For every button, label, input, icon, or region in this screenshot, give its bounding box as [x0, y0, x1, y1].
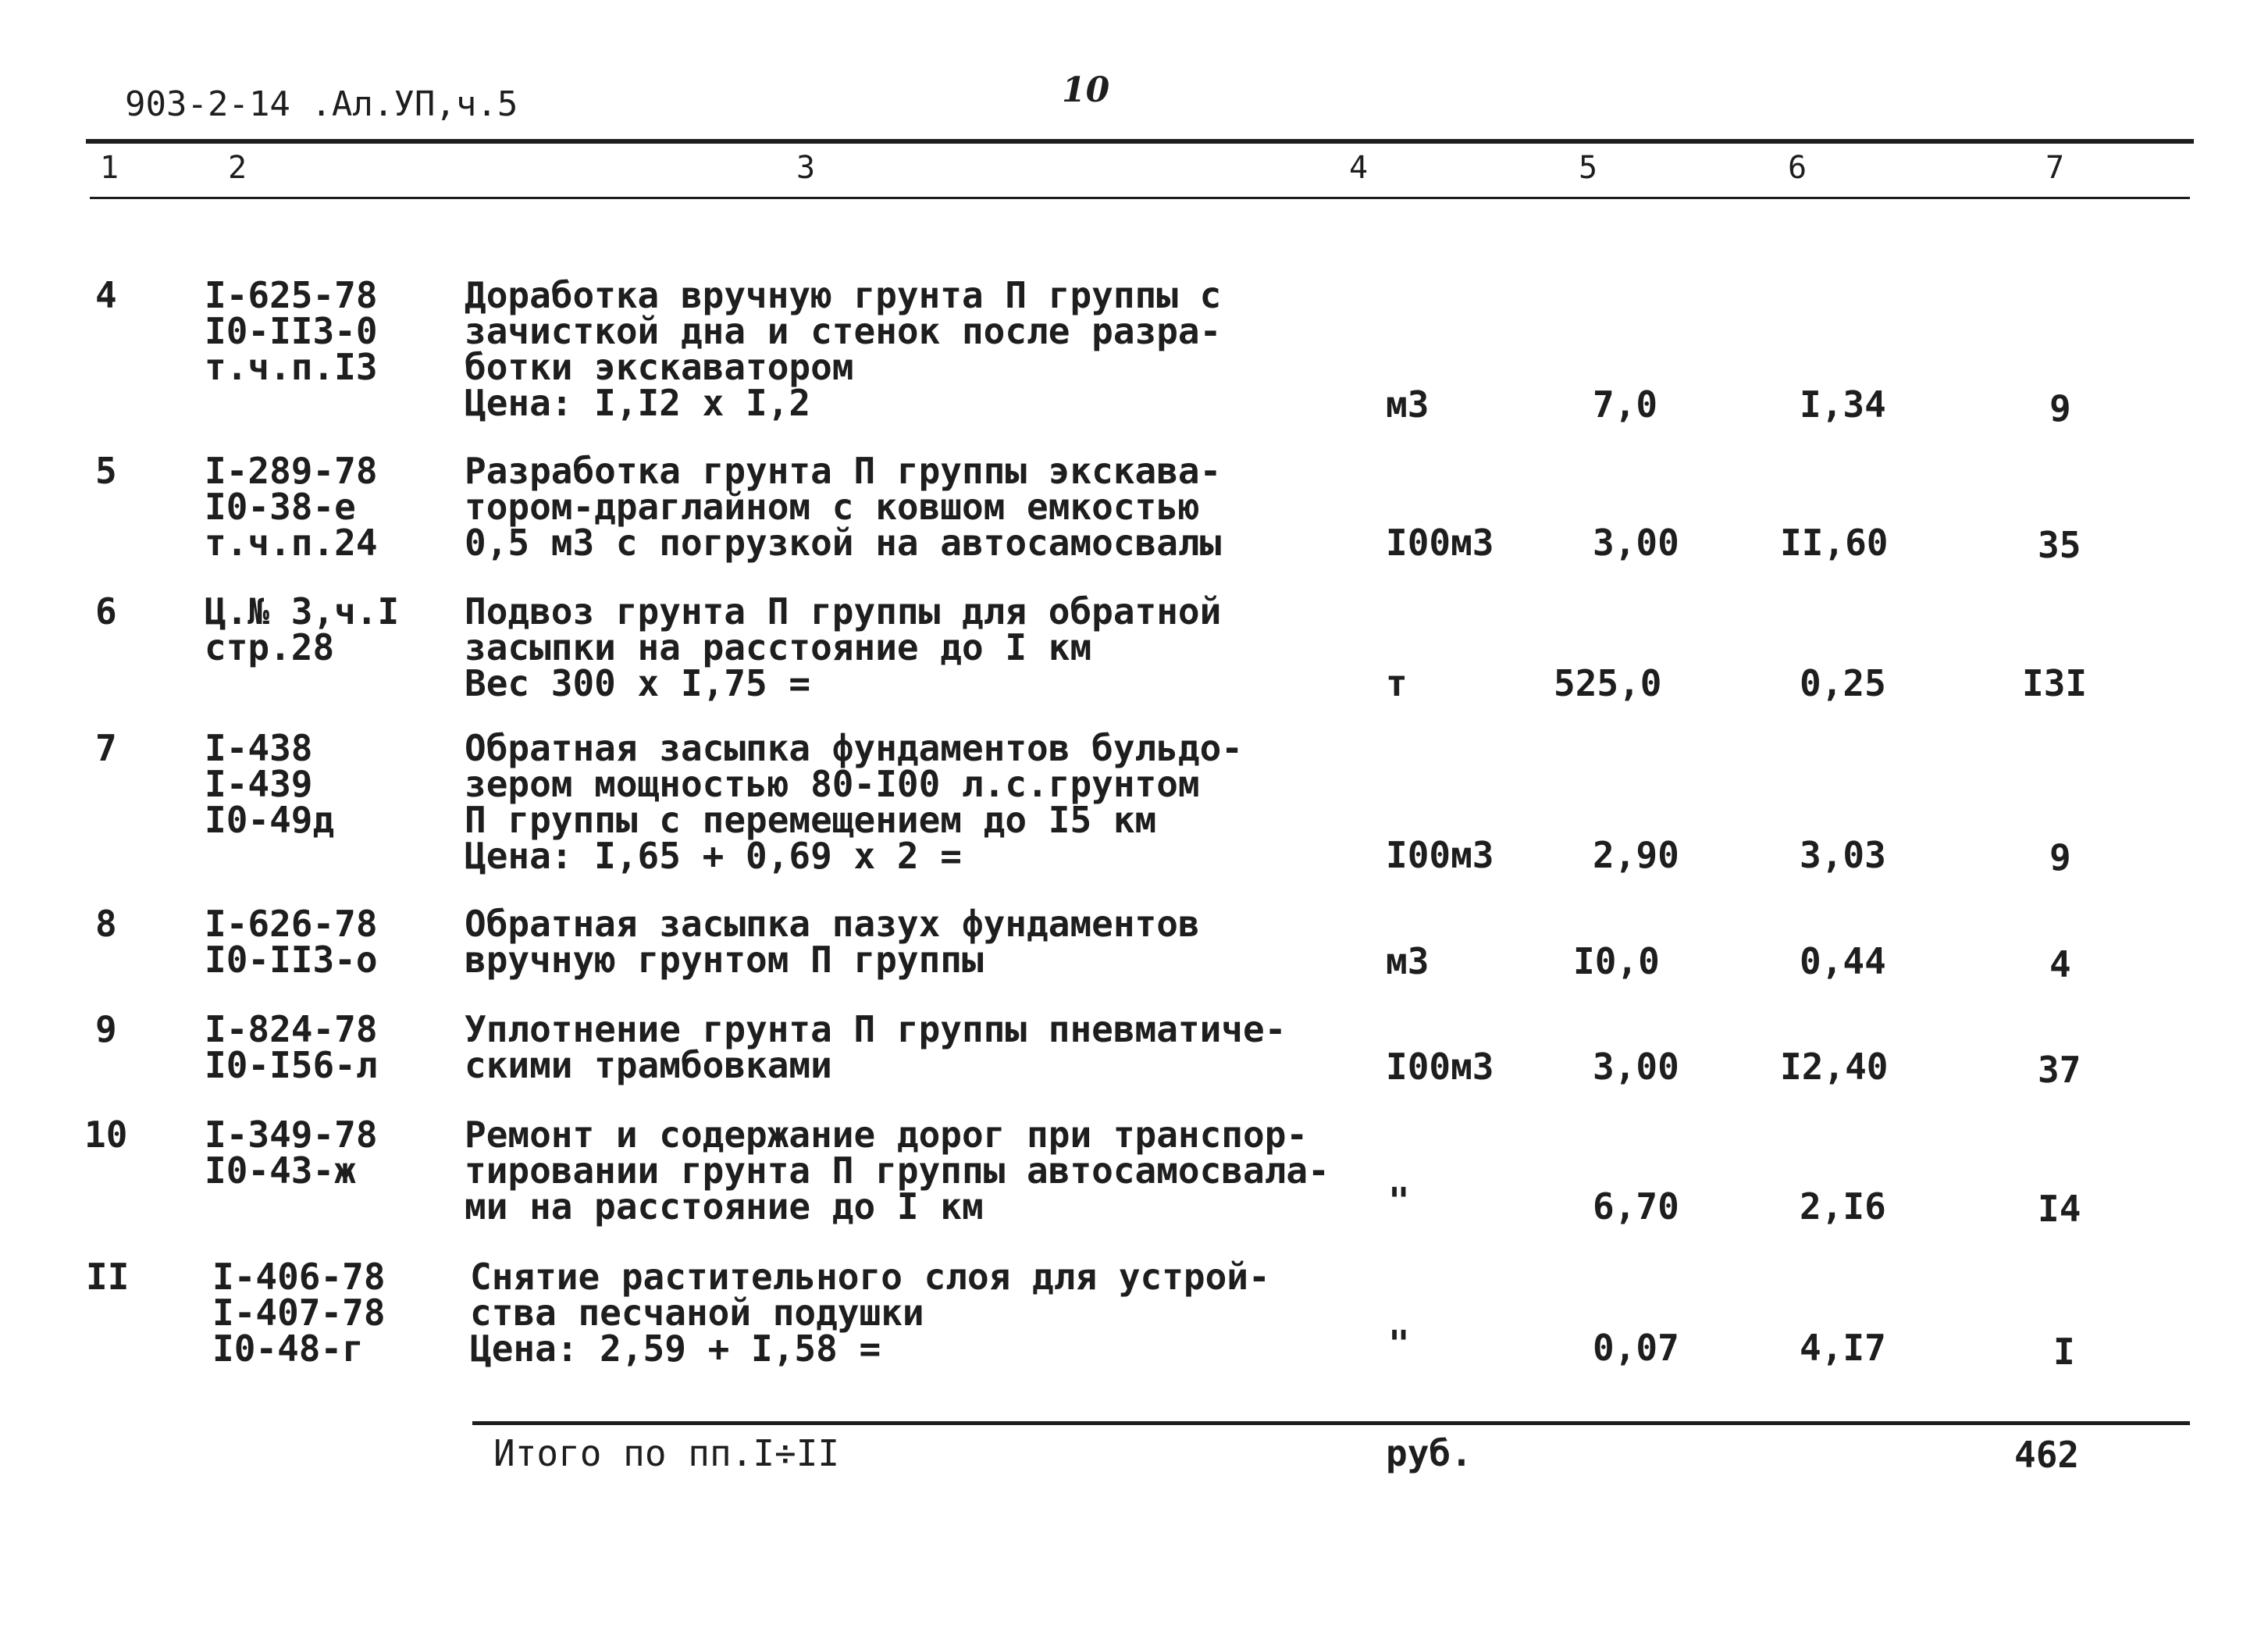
work-description: [470, 1256, 1270, 1370]
unit-price: 3,03: [1800, 834, 1886, 876]
row-number: 5: [95, 450, 117, 492]
norm-code-line: I-439: [205, 763, 313, 805]
norm-code-line: I-626-78: [205, 903, 378, 945]
description-line: Доработка вручную грунта П группы с: [465, 274, 1222, 316]
description-line: Ремонт и содержание дорог при транспор-: [465, 1114, 1308, 1156]
unit: I00м3: [1386, 1046, 1494, 1088]
unit: т: [1386, 662, 1408, 704]
row-number: 8: [95, 903, 117, 945]
unit: ": [1388, 1180, 1410, 1222]
norm-code: [205, 274, 378, 388]
unit-price: 2,I6: [1800, 1185, 1886, 1228]
work-description: [465, 590, 1222, 704]
norm-code-line: I0-43-ж: [205, 1149, 356, 1192]
unit-price: 4,I7: [1800, 1327, 1886, 1369]
description-line: зачисткой дна и стенок после разра-: [465, 310, 1222, 352]
description-line: засыпки на расстояние до I км: [465, 626, 1092, 668]
norm-code-line: I-349-78: [205, 1114, 378, 1156]
row-number: 6: [95, 590, 117, 633]
total-cost: 9: [2049, 836, 2071, 878]
norm-code: [205, 727, 335, 841]
norm-code-line: I-438: [205, 727, 313, 769]
total-cost: 9: [2049, 387, 2071, 429]
column-header-4: 4: [1349, 150, 1369, 186]
total-cost: 4: [2049, 943, 2071, 985]
norm-code-line: I-406-78: [212, 1256, 386, 1298]
unit: м3: [1386, 383, 1430, 426]
description-line: Вес 300 х I,75 =: [465, 662, 811, 704]
description-line: зером мощностью 80-I00 л.с.грунтом: [465, 763, 1200, 805]
row-number: II: [86, 1256, 130, 1298]
description-line: Снятие растительного слоя для устрой-: [470, 1256, 1270, 1298]
description-line: Обратная засыпка пазух фундаментов: [465, 903, 1200, 945]
unit: I00м3: [1386, 834, 1494, 876]
row-number: 10: [84, 1114, 128, 1156]
norm-code-line: I0-II3-0: [205, 310, 378, 352]
row-number: 9: [95, 1008, 117, 1050]
column-header-2: 2: [228, 150, 247, 186]
quantity: I0,0: [1573, 940, 1660, 982]
column-header-7: 7: [2045, 150, 2065, 186]
norm-code-line: т.ч.п.I3: [205, 346, 378, 388]
description-line: Обратная засыпка фундаментов бульдо-: [465, 727, 1243, 769]
description-line: 0,5 м3 с погрузкой на автосамосвалы: [465, 522, 1222, 564]
unit-price: I2,40: [1780, 1046, 1889, 1088]
unit: ": [1388, 1323, 1410, 1365]
description-line: ства песчаной подушки: [470, 1292, 924, 1334]
norm-code-line: I0-38-е: [205, 486, 356, 528]
column-header-1: 1: [100, 150, 119, 186]
description-line: П группы с перемещением до I5 км: [465, 799, 1157, 841]
column-header-5: 5: [1579, 150, 1598, 186]
description-line: скими трамбовками: [465, 1044, 832, 1086]
norm-code-line: I0-I56-л: [205, 1044, 378, 1086]
norm-code-line: I-289-78: [205, 450, 378, 492]
quantity: 3,00: [1593, 1046, 1679, 1088]
description-line: Цена: I,I2 х I,2: [465, 382, 811, 424]
work-description: [465, 1114, 1330, 1228]
total-rule: [472, 1421, 2190, 1425]
norm-code-line: I-824-78: [205, 1008, 378, 1050]
description-line: Подвоз грунта П группы для обратной: [465, 590, 1222, 633]
norm-code: [205, 450, 378, 564]
column-header-6: 6: [1788, 150, 1807, 186]
unit: м3: [1386, 940, 1430, 982]
description-line: тировании грунта П группы автосамосвала-: [465, 1149, 1330, 1192]
norm-code-line: I-625-78: [205, 274, 378, 316]
quantity: 525,0: [1554, 662, 1662, 704]
norm-code: [205, 1008, 378, 1086]
row-number: 7: [95, 727, 117, 769]
unit-price: I,34: [1800, 383, 1886, 426]
work-description: [465, 1008, 1287, 1086]
description-line: Цена: I,65 + 0,69 х 2 =: [465, 835, 962, 877]
norm-code: [205, 590, 400, 668]
unit: I00м3: [1386, 522, 1494, 564]
total-unit: руб.: [1386, 1432, 1472, 1474]
description-line: Разработка грунта П группы экскава-: [465, 450, 1222, 492]
description-line: ми на расстояние до I км: [465, 1185, 984, 1228]
total-label: Итого по пп.I÷II: [493, 1432, 840, 1474]
work-description: [465, 903, 1200, 981]
quantity: 7,0: [1593, 383, 1658, 426]
page-number: 10: [1062, 70, 1110, 110]
quantity: 3,00: [1593, 522, 1679, 564]
norm-code-line: I0-49д: [205, 799, 335, 841]
norm-code: [205, 903, 378, 981]
norm-code: [205, 1114, 378, 1192]
quantity: 6,70: [1593, 1185, 1679, 1228]
total-cost: 35: [2038, 524, 2081, 566]
work-description: [465, 274, 1222, 424]
quantity: 0,07: [1593, 1327, 1679, 1369]
grand-total: 462: [2014, 1434, 2080, 1476]
description-line: вручную грунтом П группы: [465, 939, 984, 981]
quantity: 2,90: [1593, 834, 1679, 876]
document-code: 903-2-14 .Ал.УП,ч.5: [125, 84, 518, 124]
row-number: 4: [95, 274, 117, 316]
work-description: [465, 727, 1243, 877]
unit-price: 0,44: [1800, 940, 1886, 982]
unit-price: II,60: [1780, 522, 1889, 564]
norm-code-line: I0-48-г: [212, 1327, 364, 1370]
total-cost: I4: [2038, 1188, 2081, 1230]
column-header-rule: [90, 197, 2190, 199]
total-cost: I: [2053, 1331, 2075, 1373]
norm-code: [212, 1256, 386, 1370]
description-line: Уплотнение грунта П группы пневматиче-: [465, 1008, 1287, 1050]
norm-code-line: I-407-78: [212, 1292, 386, 1334]
description-line: тором-драглайном с ковшом емкостью: [465, 486, 1200, 528]
description-line: ботки экскаватором: [465, 346, 854, 388]
norm-code-line: Ц.№ 3,ч.I: [205, 590, 400, 633]
work-description: [465, 450, 1222, 564]
norm-code-line: т.ч.п.24: [205, 522, 378, 564]
description-line: Цена: 2,59 + I,58 =: [470, 1327, 881, 1370]
norm-code-line: I0-II3-о: [205, 939, 378, 981]
norm-code-line: стр.28: [205, 626, 335, 668]
total-cost: 37: [2038, 1049, 2081, 1091]
column-header-3: 3: [796, 150, 816, 186]
unit-price: 0,25: [1800, 662, 1886, 704]
total-cost: I3I: [2022, 662, 2088, 704]
header-rule: [86, 139, 2194, 144]
